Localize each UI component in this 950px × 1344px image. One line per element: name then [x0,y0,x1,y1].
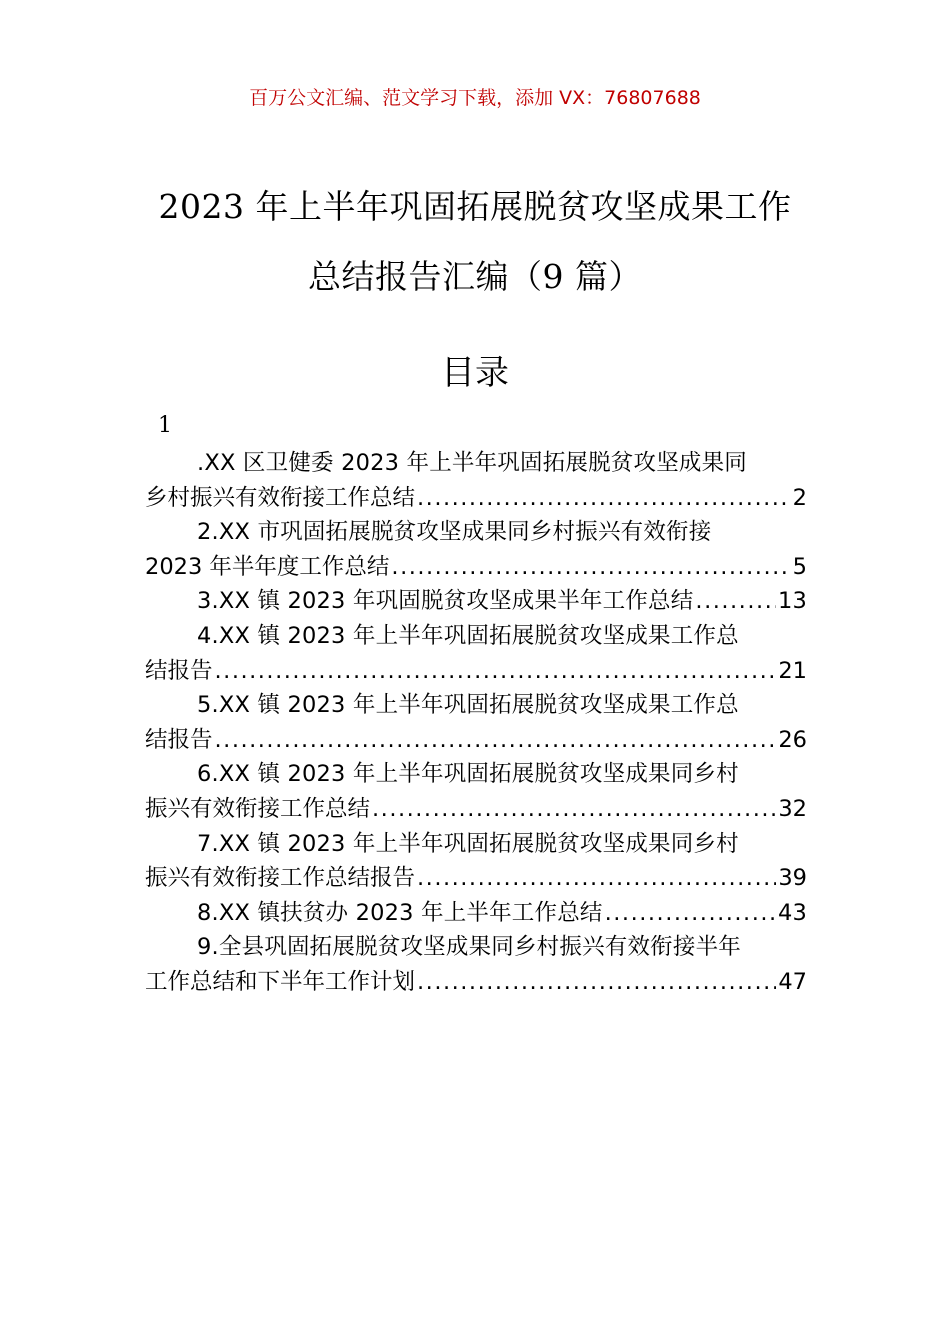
toc-page-number: 39 [778,865,807,892]
toc-entry-title-cont: 乡村振兴有效衔接工作总结 [145,484,416,511]
toc-entry-title-cont: 振兴有效衔接工作总结 [145,795,371,822]
header-note: 百万公文汇编、范文学习下载，添加 VX：76807688 [249,87,701,109]
toc-entry-3[interactable] [145,584,807,619]
toc-leader-dots [215,723,777,758]
toc-entry-title-cont: 工作总结和下半年工作计划 [145,968,416,995]
toc-leader-dots [372,792,776,827]
toc-page-number: 43 [777,899,807,926]
toc-entry-6[interactable] [145,757,807,826]
title-line-2: 总结报告汇编（9 篇） [308,257,642,296]
toc-entry-8[interactable] [145,896,807,931]
toc-leader-dots [391,550,790,585]
title-line-1: 2023 年上半年巩固拓展脱贫攻坚成果工作 [158,187,792,226]
toc-leader-dots [215,654,777,689]
toc-entry-2[interactable] [145,515,807,584]
document-title [100,172,850,312]
toc-entry-title-cont: 2023 年半年度工作总结 [145,553,390,580]
toc-entry-1[interactable] [145,446,807,515]
toc-entry-5[interactable] [145,688,807,757]
toc-entry-title: 7.XX 镇 2023 年上半年巩固拓展脱贫攻坚成果同乡村 [197,830,739,857]
toc-page-number: 13 [777,588,807,615]
toc-page-number: 2 [792,484,807,511]
table-of-contents [145,446,807,1000]
toc-entry-title: 2.XX 市巩固拓展脱贫攻坚成果同乡村振兴有效衔接 [197,519,712,546]
toc-entry-title: 9.全县巩固拓展脱贫攻坚成果同乡村振兴有效衔接半年 [197,934,741,961]
toc-entry-title: 6.XX 镇 2023 年上半年巩固拓展脱贫攻坚成果同乡村 [197,761,739,788]
toc-entry-title: .XX 区卫健委 2023 年上半年巩固拓展脱贫攻坚成果同 [197,450,747,476]
toc-page-number: 32 [778,795,807,822]
toc-entry-title: 5.XX 镇 2023 年上半年巩固拓展脱贫攻坚成果工作总 [197,692,739,719]
toc-marker: 1 [158,413,172,438]
toc-leader-dots [695,584,776,619]
toc-page-number: 47 [778,968,807,995]
toc-entry-4[interactable] [145,619,807,688]
toc-leader-dots [417,965,776,1000]
toc-entry-9[interactable] [145,930,807,999]
toc-entry-title: 3.XX 镇 2023 年巩固脱贫攻坚成果半年工作总结 [197,588,694,615]
toc-leader-dots [605,896,776,931]
toc-page-number: 26 [778,726,807,753]
toc-page-number: 5 [792,553,807,580]
toc-entry-7[interactable] [145,827,807,896]
toc-leader-dots [417,481,791,516]
toc-entry-title: 4.XX 镇 2023 年上半年巩固拓展脱贫攻坚成果工作总 [197,622,739,649]
toc-leader-dots [417,861,776,896]
toc-entry-title-cont: 振兴有效衔接工作总结报告 [145,865,416,892]
toc-heading: 目录 [441,353,509,393]
toc-entry-title-cont: 结报告 [145,726,213,753]
toc-entry-title-cont: 结报告 [145,657,213,684]
toc-page-number: 21 [778,657,807,684]
toc-entry-title: 8.XX 镇扶贫办 2023 年上半年工作总结 [197,899,603,926]
